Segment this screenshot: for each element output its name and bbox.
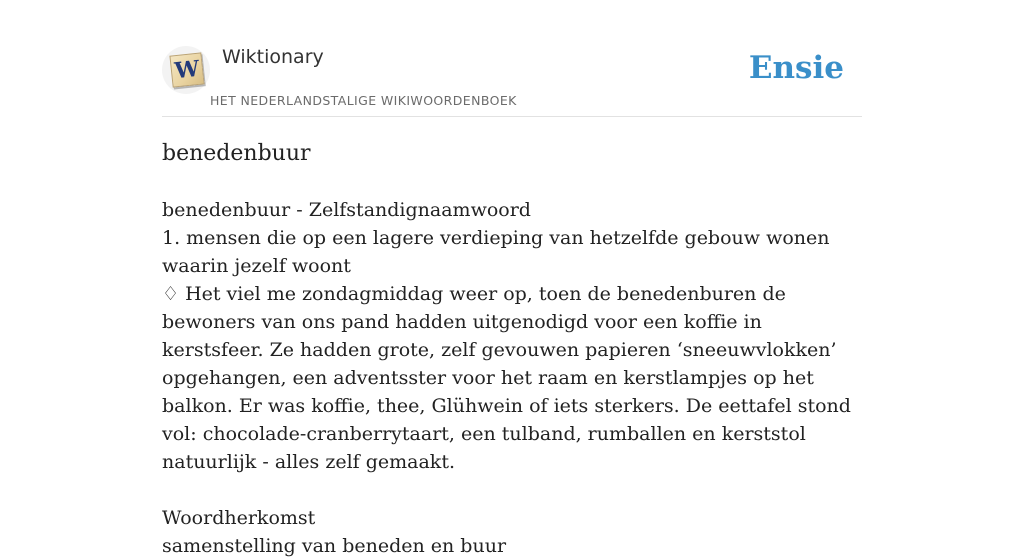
logo-letter: W (173, 55, 201, 85)
ensie-brand-link[interactable]: Ensie (748, 50, 844, 86)
logo-tile (169, 52, 204, 87)
wiktionary-logo-icon[interactable] (162, 46, 210, 94)
etymology-text: samenstelling van beneden en buur (162, 535, 507, 557)
entry-content (162, 136, 862, 560)
site-tagline: HET NEDERLANDSTALIGE WIKIWOORDENBOEK (210, 93, 517, 108)
site-header (162, 44, 862, 117)
definition: 1. mensen die op een lagere verdieping van hetzelfde gebouw wonen waarin jezelf woont (162, 227, 830, 277)
example-sentence: ♢ Het viel me zondagmiddag weer op, toen de benedenburen de bewoners van ons pand hadden uitgenodigd voor een koffie in kerstsfeer. Ze hadden grote, zelf gevouwen papieren ‘sneeuwvlokken’ opgehangen, een adventsster voor het raam en kerstlampjes op het balkon. Er was koffie, thee, Glühwein of iets sterkers. De eettafel stond vol: chocolade-cranberrytaart, een tulband, rumballen en kerststol natuurlijk - alles zelf gemaakt. (162, 283, 851, 473)
entry-body (162, 196, 862, 560)
part-of-speech-line: benedenbuur - Zelfstandignaamwoord (162, 199, 531, 221)
etymology-heading: Woordherkomst (162, 507, 316, 529)
site-name[interactable]: Wiktionary (222, 46, 324, 68)
page-title: benedenbuur (162, 141, 311, 166)
paragraph-spacer (162, 476, 862, 504)
